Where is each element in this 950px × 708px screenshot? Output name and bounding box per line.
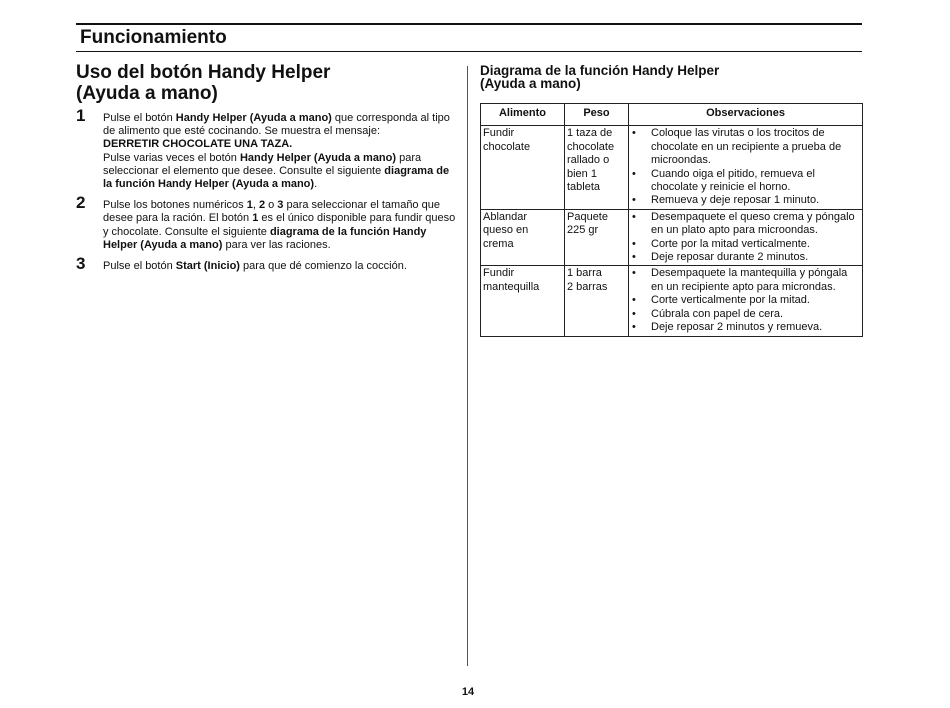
step-number: 3: [76, 254, 86, 274]
step-text-bold: Handy Helper (Ayuda a mano): [175, 112, 332, 124]
food-cell-line: Fundir: [483, 127, 515, 140]
notes-list: [631, 127, 860, 207]
step-text-run: para seleccionar el elemento que desee. Consulte el siguiente: [103, 151, 422, 177]
step-text-run: ,: [252, 199, 259, 212]
weight-cell: [565, 209, 629, 266]
step-3: [76, 254, 460, 274]
step-text-bold: DERRETIR CHOCOLATE UNA TAZA.: [103, 138, 293, 151]
step-text-bold: 2: [258, 199, 266, 212]
weight-cell-line: 225 gr: [567, 224, 599, 237]
food-cell-line: queso en: [483, 224, 529, 237]
step-text-run: Pulse varias veces el botón: [103, 151, 240, 164]
page-number: 14: [461, 686, 475, 698]
note-bullet-item: • Desempaquete el queso crema y póngalo en un plato apto para microondas.: [631, 211, 860, 238]
table-row: [481, 266, 863, 336]
step-text-bold: Handy Helper (Ayuda a mano): [239, 151, 397, 164]
weight-cell-line: rallado o: [567, 154, 610, 167]
step-number: 2: [76, 193, 86, 213]
step-text-bold: diagrama de la función Handy Helper (Ayuda a mano): [103, 225, 427, 251]
notes-list: [631, 211, 860, 265]
step-text-run: para seleccionar el tamaño que desee para la ración. El botón: [103, 199, 440, 225]
food-cell: [481, 266, 565, 336]
notes-cell: [629, 209, 863, 266]
step-text-run: Pulse los botones numéricos: [103, 199, 247, 212]
weight-cell: [565, 126, 629, 209]
step-text-run: para ver las raciones.: [222, 238, 331, 251]
note-bullet-item: • Deje reposar 2 minutos y remueva.: [631, 321, 860, 334]
section-title: Funcionamiento: [80, 27, 227, 48]
table-row: [481, 126, 863, 209]
page-title-line-1: Uso del botón Handy Helper: [76, 62, 331, 83]
step-2: [76, 193, 460, 252]
weight-cell-line: 1 barra: [567, 267, 602, 280]
step-text-bold: 1: [246, 199, 253, 212]
note-bullet-item: • Coloque las virutas o los trocitos de chocolate en un recipiente a prueba de microondas.: [631, 127, 860, 167]
note-bullet-item: • Desempaquete la mantequilla y póngala en un recipiente apto para microndas.: [631, 267, 860, 294]
food-cell-line: mantequilla: [483, 280, 540, 293]
step-text-run: es el único disponible para fundir queso y chocolate. Consulte el siguiente: [103, 212, 456, 238]
column-divider: [467, 66, 468, 666]
step-text-run: .: [314, 178, 318, 191]
step-text-run: para que dé comienzo la cocción.: [239, 260, 407, 273]
diagram-title: [480, 64, 863, 90]
step-text-run: que corresponda al tipo de alimento que esté cocinando. Se muestra el mensaje:: [103, 112, 450, 138]
step-1: [76, 106, 460, 191]
step-text-run: o: [265, 199, 278, 212]
note-bullet-item: • Corte por la mitad verticalmente.: [631, 238, 860, 251]
food-cell: [481, 126, 565, 209]
weight-cell-line: 2 barras: [567, 280, 608, 293]
step-text-run: Pulse el botón: [103, 260, 176, 273]
page-title: [76, 62, 460, 104]
food-cell-line: Ablandar: [483, 210, 528, 223]
weight-cell-line: 1 taza de: [567, 127, 613, 140]
column-header-weight: Peso: [565, 104, 629, 126]
weight-cell-line: tableta: [567, 181, 601, 194]
column-header-food: Alimento: [481, 104, 565, 126]
step-text-bold: Start (Inicio): [175, 260, 240, 273]
steps-list: [76, 106, 460, 274]
step-text: [103, 199, 460, 252]
step-text-bold: 3: [277, 199, 284, 212]
notes-list: [631, 267, 860, 334]
weight-cell: [565, 266, 629, 336]
note-bullet-item: • Remueva y deje reposar 1 minuto.: [631, 194, 860, 207]
weight-cell-line: bien 1: [567, 167, 597, 180]
food-cell-line: chocolate: [483, 140, 531, 153]
step-text-run: Pulse el botón: [103, 112, 176, 124]
diagram-column: [480, 64, 863, 337]
handy-helper-table: [480, 103, 863, 337]
food-cell: [481, 209, 565, 266]
step-text: [103, 260, 460, 273]
weight-cell-line: Paquete: [567, 210, 608, 223]
note-bullet-item: • Cúbrala con papel de cera.: [631, 308, 860, 321]
step-number: 1: [76, 106, 86, 125]
food-cell-line: crema: [483, 237, 514, 250]
note-bullet-item: • Corte verticalmente por la mitad.: [631, 294, 860, 307]
step-text-bold: diagrama de la función Handy Helper (Ayuda a mano): [103, 164, 450, 191]
food-cell-line: Fundir: [483, 267, 515, 280]
instructions-column: [76, 62, 460, 281]
header-top-rule: [76, 23, 862, 25]
header-bottom-rule: [76, 51, 862, 52]
table-row: [481, 209, 863, 266]
notes-cell: [629, 266, 863, 336]
note-bullet-item: • Deje reposar durante 2 minutos.: [631, 251, 860, 264]
table-body: [481, 126, 863, 336]
page-title-line-2: (Ayuda a mano): [76, 83, 218, 104]
step-text-bold: 1: [252, 212, 259, 225]
column-header-notes: Observaciones: [629, 104, 863, 126]
step-text: [103, 112, 460, 191]
weight-cell-line: chocolate: [567, 140, 615, 153]
table-header-row: [481, 104, 863, 126]
diagram-title-line-2: (Ayuda a mano): [480, 76, 581, 91]
note-bullet-item: • Cuando oiga el pitido, remueva el chocolate y reinicie el horno.: [631, 168, 860, 195]
diagram-title-line-1: Diagrama de la función Handy Helper: [480, 63, 720, 78]
notes-cell: [629, 126, 863, 209]
